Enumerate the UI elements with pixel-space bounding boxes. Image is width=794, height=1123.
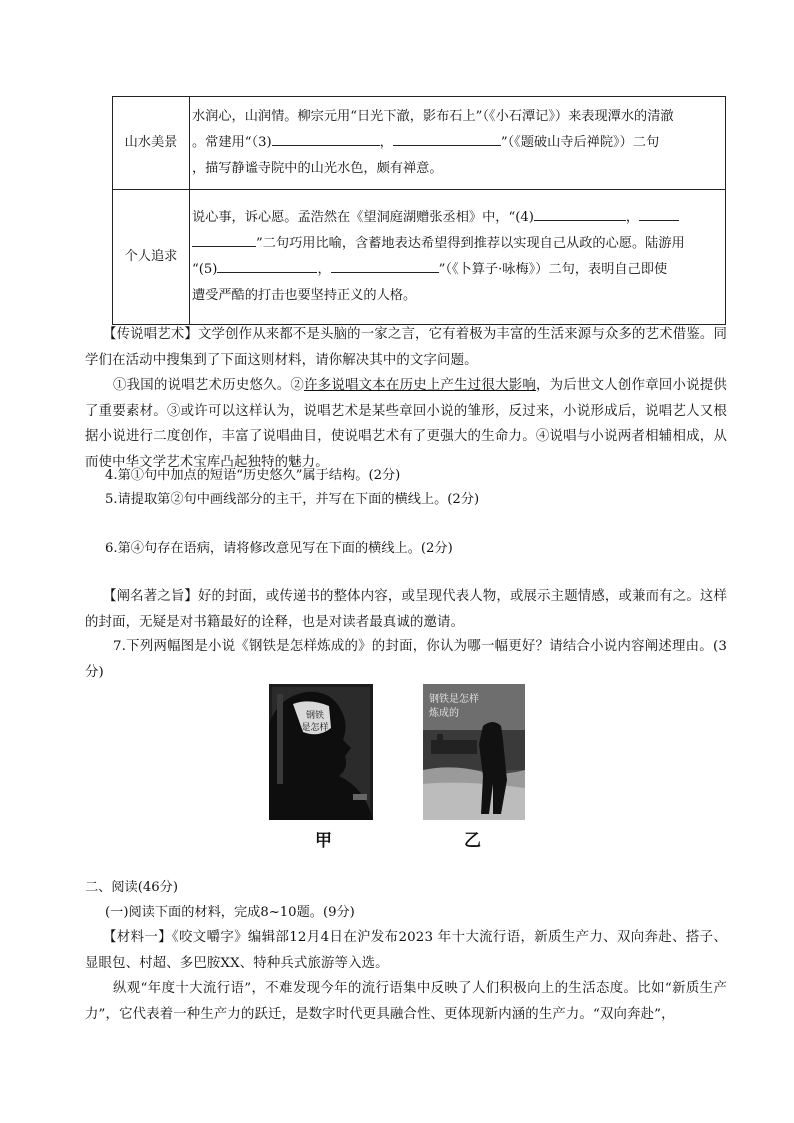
answer-blank[interactable] <box>639 206 679 221</box>
reading-subheading: (一)阅读下面的材料，完成8~10题。(9分) <box>105 905 355 920</box>
material-one: 【材料一】《咬文嚼字》编辑部12月4日在沪发布2023 年十大流行语，新质生产力、双向奔赴、搭子、显眼包、村超、多巴胺XX、特种兵式旅游等入选。 <box>85 930 727 971</box>
row-content <box>190 97 726 190</box>
book-cover-b <box>423 684 525 820</box>
row-category: 个人追求 <box>113 190 190 325</box>
row-line: 遭受严酷的打击也要坚持正义的人格。 <box>192 288 417 303</box>
row-content <box>190 190 726 325</box>
cover-a-title-line1: 钢铁 <box>305 711 325 721</box>
material-one-cont: 纵观“年度十大流行语”，不难发现今年的流行语集中反映了人们积极向上的生活态度。比如“新质生产力”，它代表着一种生产力的跃迁，是数字时代更具融合性、更体现新内涵的生产力。“双向奔赴”， <box>85 981 727 1022</box>
book-cover-a <box>269 684 373 820</box>
answer-blank[interactable] <box>393 131 501 146</box>
art-material: ①我国的说唱艺术历史悠久。②许多说唱文本在历史上产生过很大影响，为后世文人创作章回小说提供了重要素材。③或许可以这样认为，说唱艺术是某些章回小说的雏形，反过来，小说形成后，说唱艺人又根据小说进行二度创作，丰富了说唱曲目，使说唱艺术有了更强大的生命力。④说唱与小说两者相辅相成，从而使中华文学艺术宝库凸起独特的魅力。 <box>85 378 727 470</box>
row-line: ”二句巧用比喻，含蓄地表达希望得到推荐以实现自己从政的心愿。陆游用 <box>192 231 725 257</box>
reading-heading: 二、阅读(46分) <box>85 880 179 895</box>
row-category: 山水美景 <box>113 97 190 190</box>
row-line: 。常建用“（3) ， ”（《题破山寺后禅院》）二句 <box>192 130 725 156</box>
table-row <box>113 97 726 190</box>
question-6: 6.第④句存在语病，请将修改意见写在下面的横线上。(2分) <box>105 541 453 556</box>
cover-a-caption: 甲 <box>315 831 332 851</box>
answer-blank[interactable] <box>331 258 439 273</box>
table-row <box>113 190 726 325</box>
poetry-table <box>112 96 726 325</box>
row-line: 说心事，诉心愿。孟浩然在《望洞庭湖赠张丞相》中，“(4) ， <box>192 205 725 231</box>
answer-blank[interactable] <box>217 258 317 273</box>
cover-b-caption: 乙 <box>464 831 481 851</box>
question-7: 7.下列两幅图是小说《钢铁是怎样炼成的》的封面，你认为哪一幅更好？请结合小说内容阐述理由。(3分) <box>85 639 727 680</box>
question-5: 5.请提取第②句中画线部分的主干，并写在下面的横线上。(2分) <box>105 492 480 507</box>
cover-intro: 【阐名著之旨】好的封面，或传递书的整体内容，或呈现代表人物，或展示主题情感，或兼而有之。这样的封面，无疑是对书籍最好的诠释，也是对读者最真诚的邀请。 <box>85 589 727 630</box>
cover-b-title-line1: 钢铁是怎样 <box>429 694 479 705</box>
cover-b-title-line2: 炼成的 <box>429 708 459 719</box>
underlined-phrase: 许多说唱文本在历史上产生过很大影响 <box>304 378 537 393</box>
answer-blank[interactable] <box>272 131 380 146</box>
cover-a-title-line2: 是怎样 <box>301 723 329 733</box>
art-intro: 【传说唱艺术】文学创作从来都不是头脑的一家之言，它有着极为丰富的生活来源与众多的艺术借鉴。同学们在活动中搜集到了下面这则材料，请你解决其中的文字问题。 <box>85 327 727 368</box>
answer-blank[interactable] <box>534 206 626 221</box>
answer-blank[interactable] <box>192 232 256 247</box>
row-line: “(5) ， ”（《卜算子·咏梅》）二句，表明自己即使 <box>192 257 725 283</box>
row-line: 水润心，山润情。柳宗元用“日光下澈，影布石上”（《小石潭记》）来表现潭水的清澈 <box>192 109 674 124</box>
row-line: ，描写静谧寺院中的山光水色，颇有禅意。 <box>192 161 443 176</box>
question-4: 4.第①句中加点的短语“历史悠久”属于结构。(2分) <box>105 468 401 483</box>
